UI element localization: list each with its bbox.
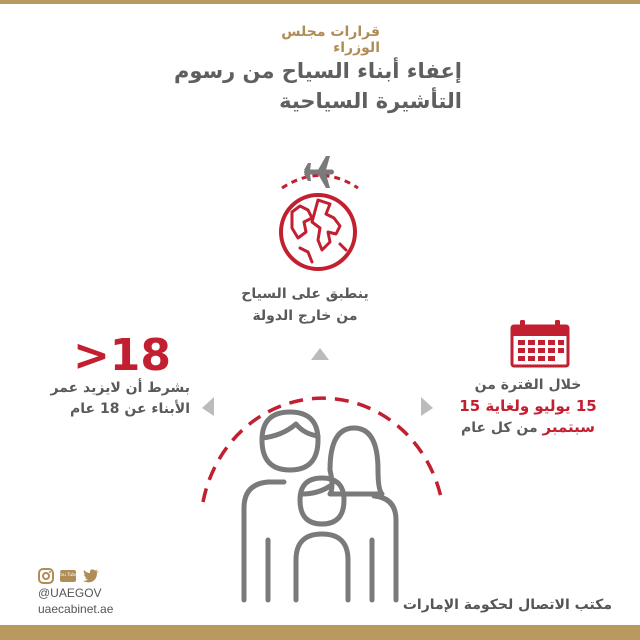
- period-month: سبتمبر: [542, 418, 596, 436]
- age-limit-number: >18: [72, 330, 172, 381]
- website-link[interactable]: uaecabinet.ae: [38, 602, 114, 616]
- age-condition-line-2: الأبناء عن 18 عام: [70, 401, 190, 417]
- social-handle[interactable]: @UAEGOV: [38, 586, 102, 600]
- title-line-2: التأشيرة السياحية: [279, 89, 462, 113]
- period-line-1: خلال الفترة من: [474, 377, 582, 393]
- category-label: قرارات مجلس الوزراء: [281, 24, 380, 56]
- period-line-2: 15 يوليو ولغاية 15: [459, 397, 597, 415]
- age-condition-line-1: بشرط أن لايزيد عمر: [50, 380, 190, 396]
- applies-line-2: من خارج الدولة: [252, 308, 358, 324]
- bottom-gold-bar: [0, 625, 640, 640]
- office-name: مكتب الاتصال لحكومة الإمارات: [402, 597, 612, 613]
- instagram-icon[interactable]: [38, 568, 54, 584]
- period-rest: من كل عام: [460, 420, 543, 436]
- title-line-1: إعفاء أبناء السياح من رسوم: [173, 59, 462, 83]
- applies-line-1: ينطبق على السياح: [241, 286, 369, 302]
- youtube-label: You Tube: [58, 573, 78, 578]
- youtube-icon[interactable]: [60, 568, 76, 584]
- twitter-icon[interactable]: [82, 568, 100, 584]
